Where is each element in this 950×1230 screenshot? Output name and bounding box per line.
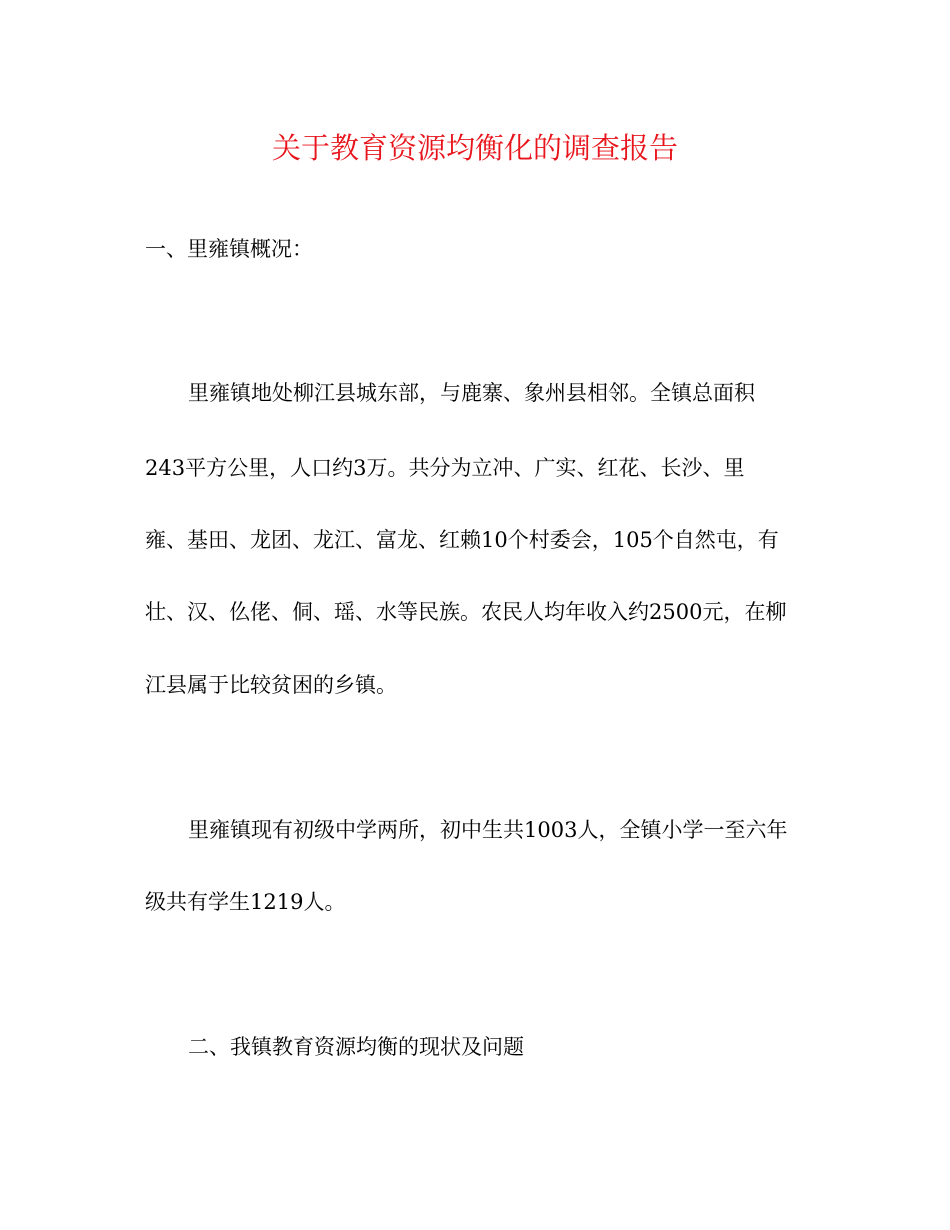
paragraph-line: 级共有学生1219人。: [145, 890, 346, 914]
section-2-heading: 二、我镇教育资源均衡的现状及问题: [188, 1035, 524, 1059]
paragraph-line: 雍、基田、龙团、龙江、富龙、红赖10个村委会，105个自然屯，有: [145, 528, 779, 552]
document-title: 关于教育资源均衡化的调查报告: [271, 131, 678, 165]
paragraph-line: 江县属于比较贫困的乡镇。: [145, 673, 397, 697]
section-1-heading: 一、里雍镇概况：: [145, 237, 313, 261]
paragraph-line: 里雍镇现有初级中学两所，初中生共1003人，全镇小学一至六年: [188, 818, 788, 842]
paragraph-line: 壮、汉、仫佬、侗、瑶、水等民族。农民人均年收入约2500元，在柳: [145, 600, 787, 624]
paragraph-line: 里雍镇地处柳江县城东部，与鹿寨、象州县相邻。全镇总面积: [188, 381, 755, 405]
paragraph-line: 243平方公里，人口约3万。共分为立冲、广实、红花、长沙、里: [145, 456, 745, 480]
